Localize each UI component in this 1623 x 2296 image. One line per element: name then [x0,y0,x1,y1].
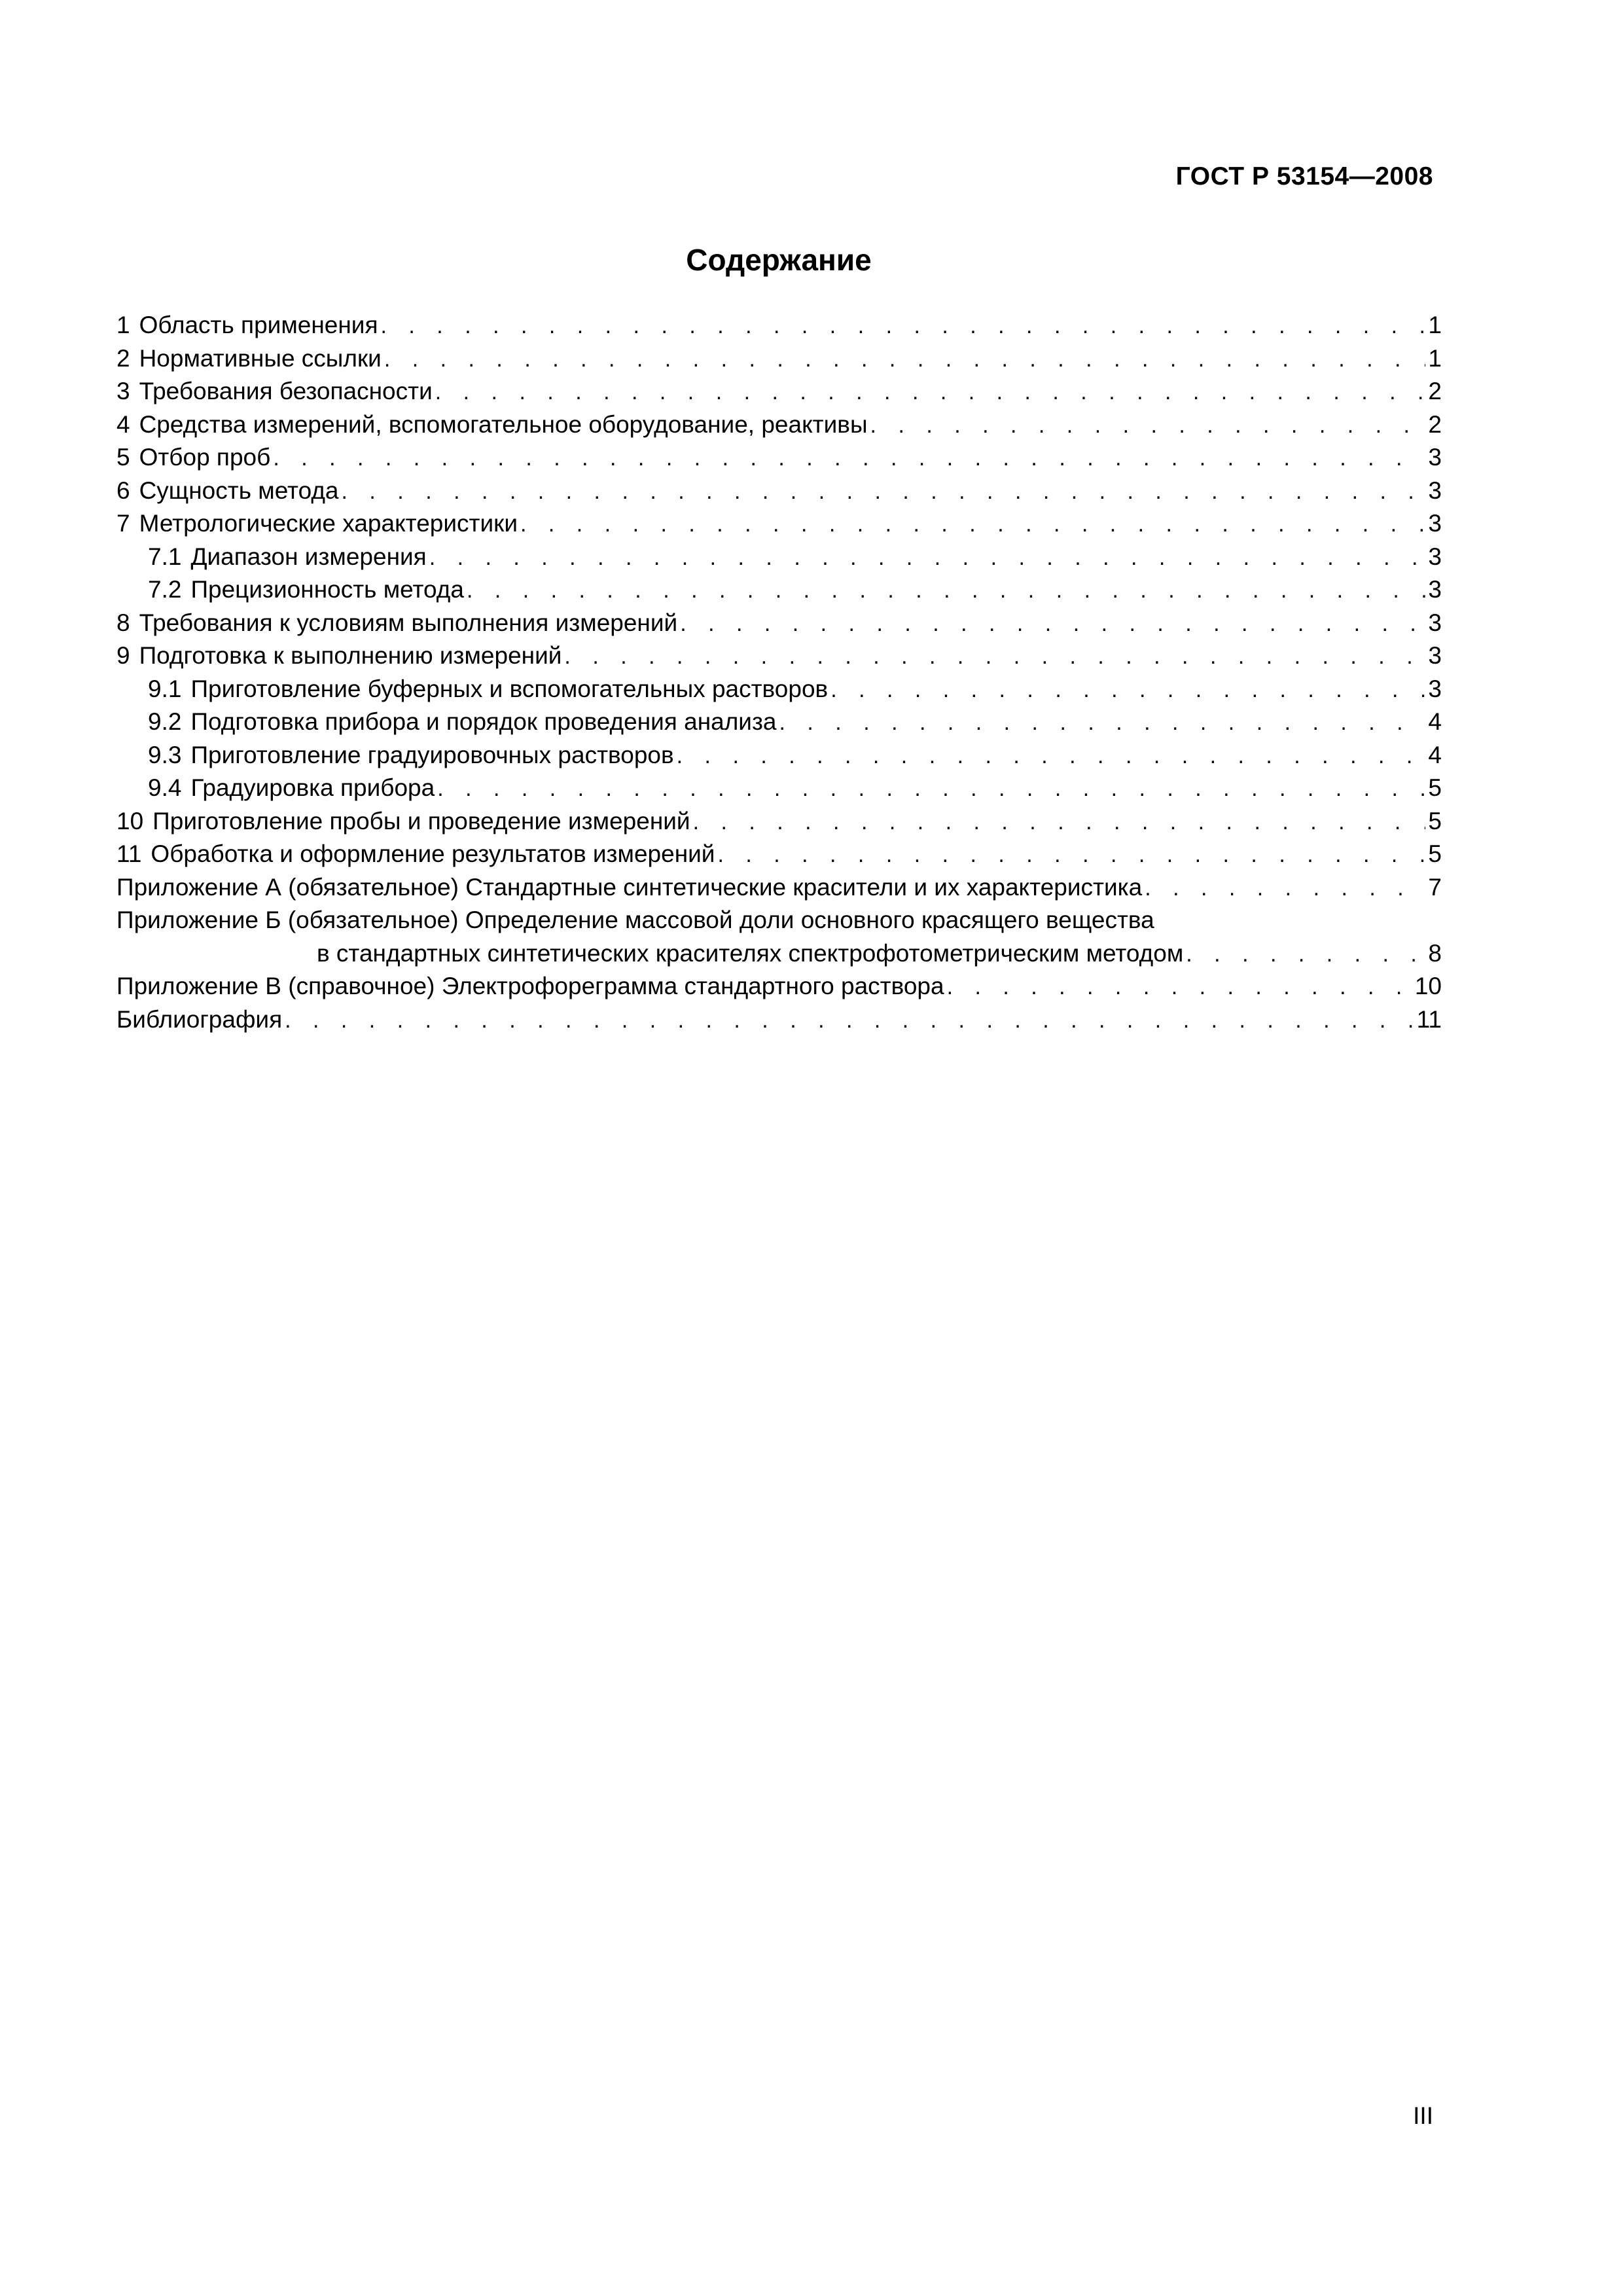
toc-entry-page: 3 [1428,510,1442,537]
toc-entry-page: 3 [1428,444,1442,471]
dot-leader [1186,938,1425,971]
toc-entry[interactable] [116,375,1442,408]
toc-entry-title: Приложение А (обязательное) Стандартные синтетические красители и их характеристика [116,873,1143,901]
toc-entry[interactable] [116,475,1442,508]
toc-entry-number: 6 [116,476,130,504]
toc-entry-number: 9.2 [148,708,182,735]
toc-appendix-entry[interactable] [116,871,1442,905]
toc-entry-page: 3 [1428,576,1442,603]
toc-title: Содержание [686,243,872,277]
toc-entry[interactable] [116,838,1442,871]
dot-leader [870,409,1426,442]
toc-entry-title: Отбор проб [139,444,271,471]
toc-entry-title: Нормативные ссылки [139,344,382,372]
dot-leader [693,806,1426,838]
dot-leader [437,772,1425,805]
toc-entry-page: 4 [1428,708,1442,735]
toc-entry-page: 5 [1428,840,1442,867]
toc-subentry[interactable] [116,772,1442,805]
toc-entry-title: Сущность метода [139,476,339,504]
toc-entry[interactable] [116,639,1442,673]
toc-entry[interactable] [116,607,1442,640]
toc-entry[interactable] [116,441,1442,475]
dot-leader [677,740,1426,772]
toc-entry-title: Приготовление буферных и вспомогательных растворов [190,675,829,702]
dot-leader [467,574,1425,607]
toc-entry-number: 9.1 [148,675,182,702]
toc-entry-title: Градуировка прибора [190,774,435,801]
dot-leader [717,838,1425,871]
toc-entry-page: 2 [1428,410,1442,438]
toc-entry[interactable] [116,805,1442,838]
dot-leader [564,640,1425,673]
toc-entry-title: Требования к условиям выполнения измерений [139,609,678,636]
toc-entry-title: Приготовление градуировочных растворов [190,741,674,768]
dot-leader [435,376,1426,408]
toc-subentry[interactable] [116,739,1442,772]
toc-entry-number: 7.1 [148,543,182,570]
toc-entry-page: 5 [1428,807,1442,834]
toc-entry-page: 1 [1428,312,1442,338]
dot-leader [1145,872,1425,905]
toc-entry-page: 2 [1428,378,1442,404]
toc-entry-number: 7 [116,510,130,537]
toc-entry-title: Требования безопасности [139,378,433,404]
toc-entry-title: Диапазон измерения [190,543,427,570]
toc-entry-number: 11 [116,840,142,867]
dot-leader [342,475,1426,508]
toc-bibliography-entry[interactable] [116,1003,1442,1037]
toc-entry-number: 9.4 [148,774,182,801]
toc-entry-number: 3 [116,378,130,404]
toc-entry-page: 3 [1428,642,1442,669]
dot-leader [381,310,1426,342]
toc-appendix-entry-continuation[interactable] [116,937,1442,971]
toc-entry-title: Обработка и оформление результатов измерений [151,840,715,867]
toc-entry-title: Библиография [116,1005,283,1033]
toc-subentry[interactable] [116,706,1442,739]
toc-appendix-entry[interactable] [116,970,1442,1003]
toc-entry-number: 7.2 [148,576,182,603]
toc-entry-page: 1 [1428,344,1442,372]
toc-entry-page: 3 [1428,675,1442,702]
toc-entry-title: Приложение В (справочное) Электрофореграмма стандартного раствора [116,973,944,999]
toc-entry-page: 10 [1414,973,1442,999]
toc-entry-page: 4 [1428,741,1442,768]
toc-appendix-entry[interactable] [116,904,1442,937]
toc-entry-page: 11 [1416,1005,1442,1033]
toc-subentry[interactable] [116,673,1442,706]
toc-entry-page: 8 [1428,939,1442,967]
toc-entry-title-continuation: в стандартных синтетических красителях спектрофотометрическим методом [317,939,1184,967]
toc-entry-number: 9 [116,642,130,669]
toc-entry-number: 1 [116,312,130,338]
toc-subentry[interactable] [116,573,1442,607]
toc-entry-title: Область применения [139,312,378,338]
dot-leader [779,706,1426,739]
dot-leader [384,343,1426,376]
dot-leader [520,508,1425,541]
dot-leader [947,971,1412,1003]
toc-subentry[interactable] [116,541,1442,574]
toc-entry-title: Средства измерений, вспомогательное оборудование, реактивы [139,410,868,438]
toc-entry-number: 8 [116,609,130,636]
toc-entry[interactable] [116,507,1442,541]
page-number: III [1413,2102,1433,2129]
toc-entry-number: 9.3 [148,741,182,768]
toc-entry[interactable] [116,342,1442,376]
toc-entry-title: Подготовка к выполнению измерений [139,642,562,669]
toc-entry-number: 2 [116,344,130,372]
toc-entry-number: 4 [116,410,130,438]
toc-entry-title: Прецизионность метода [190,576,464,603]
toc-entry-page: 3 [1428,609,1442,636]
document-code: ГОСТ Р 53154—2008 [1175,162,1433,190]
dot-leader [830,673,1425,706]
toc-entry[interactable] [116,408,1442,442]
dot-leader [680,607,1425,640]
toc-entry-title: Подготовка прибора и порядок проведения анализа [190,708,777,735]
dot-leader [285,1004,1414,1037]
toc-entry-number: 10 [116,807,144,834]
toc-entry-title: Приложение Б (обязательное) Определение массовой доли основного красящего вещества [116,906,1154,933]
toc-entry-number: 5 [116,444,130,471]
toc-entry-page: 3 [1428,543,1442,570]
toc-entry-page: 5 [1428,774,1442,801]
table-of-contents [116,309,1442,1036]
toc-entry-title: Метрологические характеристики [139,510,518,537]
toc-entry-page: 7 [1428,873,1442,901]
dot-leader [429,541,1426,574]
toc-entry[interactable] [116,309,1442,342]
toc-entry-title: Приготовление пробы и проведение измерений [152,807,690,834]
dot-leader [273,442,1425,475]
toc-entry-page: 3 [1428,476,1442,504]
